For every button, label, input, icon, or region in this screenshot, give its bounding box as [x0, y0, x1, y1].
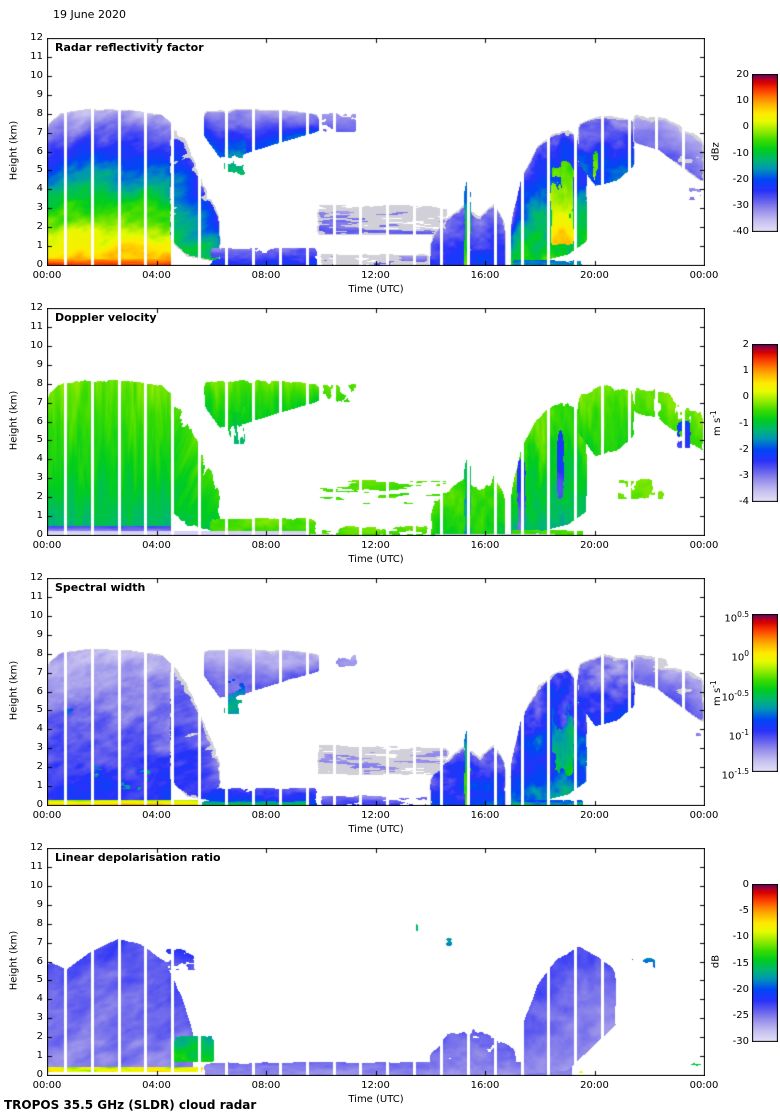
x-tick-label: 16:00	[470, 270, 500, 281]
y-tick-label: 2	[36, 1031, 43, 1043]
velocity-colorbar	[752, 344, 778, 502]
y-tick-label: 0	[36, 799, 43, 810]
y-tick-label: 5	[36, 164, 43, 176]
y-tick-label: 3	[36, 202, 43, 214]
y-tick-label: 11	[30, 860, 43, 872]
colorbar-tick-label: -4	[739, 496, 749, 507]
colorbar-tick-label: $10^{-1}$	[728, 727, 749, 743]
panel-title: Radar reflectivity factor	[55, 41, 204, 54]
velocity-heatmap-canvas	[47, 308, 705, 536]
x-tick-label: 12:00	[361, 540, 390, 551]
y-tick-label: 12	[30, 572, 43, 583]
x-tick-label: 16:00	[470, 540, 500, 551]
x-tick-label: 00:00	[689, 810, 719, 821]
y-tick-label: 2	[36, 221, 43, 233]
x-tick-label: 12:00	[361, 1080, 390, 1091]
reflectivity-colorbar	[752, 74, 778, 232]
colorbar-tick-label: $10^0$	[731, 649, 749, 664]
colorbar-tick-label: 2	[742, 339, 749, 350]
y-tick-label: 1	[36, 240, 43, 252]
y-tick-label: 7	[36, 666, 43, 678]
x-tick-label: 04:00	[142, 810, 171, 821]
footer-label: TROPOS 35.5 GHz (SLDR) cloud radar	[4, 1098, 257, 1112]
panel-radar-reflectivity	[0, 32, 780, 308]
y-tick-label: 2	[36, 761, 43, 773]
ldr-colorbar	[752, 884, 778, 1042]
y-tick-label: 12	[30, 32, 43, 43]
colorbar-unit-label: m $s^{-1}$	[708, 680, 724, 706]
y-tick-label: 7	[36, 936, 43, 948]
y-axis-label: Height (km)	[8, 660, 20, 721]
x-tick-label: 00:00	[32, 810, 62, 821]
x-axis-label: Time (UTC)	[348, 1094, 404, 1105]
colorbar-tick-label: -2	[739, 443, 749, 455]
x-tick-label: 08:00	[251, 1080, 281, 1091]
y-tick-label: 6	[36, 145, 43, 157]
x-tick-label: 04:00	[142, 540, 171, 551]
y-tick-label: 0	[36, 259, 43, 270]
colorbar-tick-label: 0	[742, 121, 749, 133]
y-tick-label: 10	[30, 339, 43, 351]
x-tick-label: 00:00	[689, 540, 719, 551]
colorbar-tick-label: -40	[732, 226, 749, 237]
y-tick-label: 7	[36, 126, 43, 138]
y-tick-label: 8	[36, 107, 43, 119]
y-axis-label: Height (km)	[8, 930, 20, 991]
colorbar-unit-label: m $s^{-1}$	[708, 410, 724, 436]
y-axis-label: Height (km)	[8, 120, 20, 181]
panel-title: Linear depolarisation ratio	[55, 851, 221, 864]
colorbar-tick-label: -30	[732, 1036, 749, 1047]
ldr-heatmap-canvas	[47, 848, 705, 1076]
colorbar-tick-label: -5	[739, 905, 749, 917]
y-tick-label: 12	[30, 842, 43, 853]
y-tick-label: 9	[36, 358, 43, 370]
x-axis-label: Time (UTC)	[348, 824, 404, 835]
colorbar-tick-label: -3	[739, 469, 749, 481]
y-tick-label: 12	[30, 302, 43, 313]
y-tick-label: 3	[36, 472, 43, 484]
spectral-width-heatmap-canvas	[47, 578, 705, 806]
y-tick-label: 11	[30, 50, 43, 62]
colorbar-tick-label: -1	[739, 417, 749, 429]
y-tick-label: 7	[36, 396, 43, 408]
colorbar-tick-label: 20	[736, 69, 749, 80]
y-tick-label: 10	[30, 879, 43, 891]
colorbar-tick-label: $10^{-0.5}$	[721, 688, 749, 703]
y-tick-label: 10	[30, 69, 43, 81]
y-tick-label: 10	[30, 609, 43, 621]
colorbar-tick-label: 0	[742, 391, 749, 403]
y-tick-label: 3	[36, 742, 43, 754]
x-tick-label: 00:00	[32, 540, 62, 551]
y-tick-label: 6	[36, 955, 43, 967]
x-tick-label: 12:00	[361, 810, 390, 821]
x-tick-label: 16:00	[470, 1080, 500, 1091]
x-tick-label: 00:00	[32, 270, 62, 281]
x-axis-label: Time (UTC)	[348, 554, 404, 565]
x-axis-label: Time (UTC)	[348, 284, 404, 295]
x-tick-label: 20:00	[580, 540, 609, 551]
y-tick-label: 4	[36, 993, 43, 1005]
colorbar-tick-label: -20	[732, 983, 749, 995]
y-tick-label: 0	[36, 529, 43, 540]
colorbar-tick-label: -25	[732, 1009, 749, 1021]
panel-title: Doppler velocity	[55, 311, 157, 324]
y-tick-label: 9	[36, 88, 43, 100]
y-axis-label: Height (km)	[8, 390, 20, 451]
x-tick-label: 00:00	[689, 270, 719, 281]
reflectivity-heatmap-canvas	[47, 38, 705, 266]
colorbar-tick-label: -20	[732, 173, 749, 185]
colorbar-unit-label: dB	[710, 954, 722, 969]
panel-spectral-width	[0, 572, 780, 848]
x-tick-label: 16:00	[470, 810, 500, 821]
y-tick-label: 1	[36, 780, 43, 792]
y-tick-label: 11	[30, 320, 43, 332]
y-tick-label: 5	[36, 704, 43, 716]
y-tick-label: 5	[36, 434, 43, 446]
y-tick-label: 4	[36, 723, 43, 735]
colorbar-tick-label: $10^{0.5}$	[724, 610, 749, 625]
colorbar-tick-label: -15	[732, 957, 749, 969]
x-tick-label: 08:00	[251, 270, 281, 281]
colorbar-tick-label: 0	[742, 879, 749, 890]
y-tick-label: 8	[36, 917, 43, 929]
y-tick-label: 0	[36, 1069, 43, 1080]
x-tick-label: 04:00	[142, 1080, 171, 1091]
x-tick-label: 20:00	[580, 1080, 609, 1091]
y-tick-label: 9	[36, 628, 43, 640]
y-tick-label: 8	[36, 377, 43, 389]
y-tick-label: 5	[36, 974, 43, 986]
x-tick-label: 20:00	[580, 810, 609, 821]
colorbar-tick-label: $10^{-1.5}$	[721, 767, 749, 782]
x-tick-label: 20:00	[580, 270, 609, 281]
y-tick-label: 1	[36, 510, 43, 522]
colorbar-tick-label: 10	[736, 95, 749, 107]
date-label: 19 June 2020	[53, 8, 126, 21]
panel-doppler-velocity	[0, 302, 780, 578]
y-tick-label: 6	[36, 415, 43, 427]
y-tick-label: 3	[36, 1012, 43, 1024]
y-tick-label: 8	[36, 647, 43, 659]
x-tick-label: 00:00	[32, 1080, 62, 1091]
colorbar-tick-label: 1	[742, 365, 749, 377]
colorbar-tick-label: -30	[732, 199, 749, 211]
spectral-width-colorbar	[752, 614, 778, 772]
colorbar-tick-label: -10	[732, 147, 749, 159]
y-tick-label: 1	[36, 1050, 43, 1062]
y-tick-label: 11	[30, 590, 43, 602]
x-tick-label: 00:00	[689, 1080, 719, 1091]
y-tick-label: 4	[36, 453, 43, 465]
panel-title: Spectral width	[55, 581, 146, 594]
colorbar-tick-label: -10	[732, 931, 749, 943]
x-tick-label: 08:00	[251, 540, 281, 551]
x-tick-label: 08:00	[251, 810, 281, 821]
panel-linear-depolarisation-ratio	[0, 842, 780, 1118]
colorbar-unit-label: dBz	[710, 142, 722, 161]
y-tick-label: 4	[36, 183, 43, 195]
x-tick-label: 12:00	[361, 270, 390, 281]
y-tick-label: 2	[36, 491, 43, 503]
x-tick-label: 04:00	[142, 270, 171, 281]
y-tick-label: 9	[36, 898, 43, 910]
y-tick-label: 6	[36, 685, 43, 697]
